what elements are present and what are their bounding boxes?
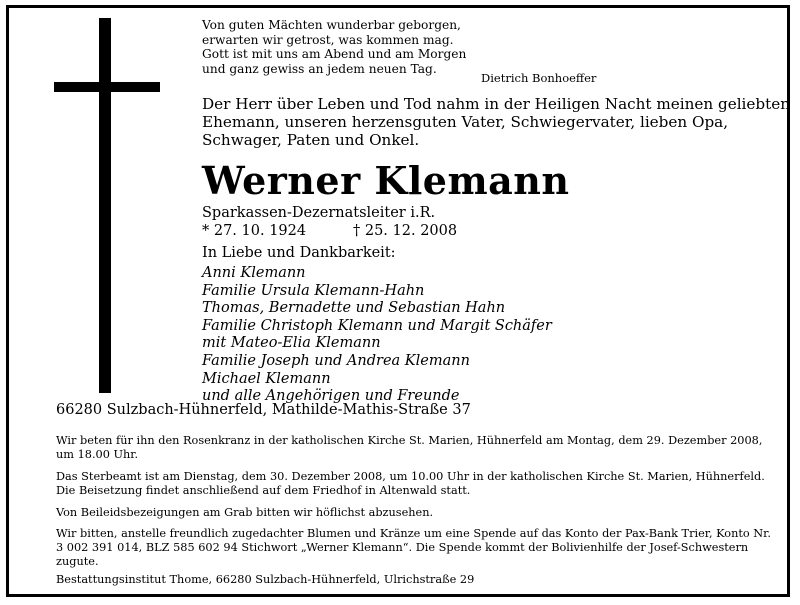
deceased-title: Sparkassen-Dezernatsleiter i.R.: [202, 205, 436, 221]
poem-line: und ganz gewiss an jedem neuen Tag.: [202, 61, 437, 76]
intro-line: Schwager, Paten und Onkel.: [202, 131, 420, 149]
mourning-heading: In Liebe und Dankbarkeit:: [202, 245, 396, 261]
mourner-entry: und alle Angehörigen und Freunde: [202, 388, 460, 405]
family-address: 66280 Sulzbach-Hühnerfeld, Mathilde-Mathis-Straße 37: [56, 402, 471, 418]
mourner-entry: Familie Joseph und Andrea Klemann: [202, 352, 470, 369]
rosary-paragraph: Wir beten für ihn den Rosenkranz in der katholischen Kirche St. Marien, Hühnerfeld am Montag, dem 29. Dezember 2008, um 18.00 Uhr.: [56, 434, 763, 461]
birth-date: * 27. 10. 1924: [202, 223, 307, 239]
mourner-entry: Michael Klemann: [202, 370, 331, 387]
deceased-name: Werner Klemann: [202, 158, 570, 203]
poem-line: Von guten Mächten wunderbar geborgen,: [202, 18, 461, 32]
intro-line: Ehemann, unseren herzensguten Vater, Schwiegervater, lieben Opa,: [202, 113, 729, 131]
poem: [202, 18, 502, 76]
intro-line: Der Herr über Leben und Tod nahm in der Heiligen Nacht meinen geliebten: [202, 95, 790, 113]
poem-line: erwarten wir getrost, was kommen mag.: [202, 32, 454, 47]
cross-icon: [99, 18, 111, 393]
condolence-paragraph: Von Beileidsbezeigungen am Grab bitten wir höflichst abzusehen.: [56, 506, 434, 519]
mourner-entry: Familie Christoph Klemann und Margit Schäfer: [202, 317, 552, 334]
obituary-notice: [6, 5, 790, 597]
mourners-list: [202, 265, 552, 406]
mourner-entry: Anni Klemann: [202, 265, 306, 281]
requiem-paragraph: Das Sterbeamt ist am Dienstag, dem 30. Dezember 2008, um 10.00 Uhr in der katholischen Kirche St. Marien, Hühnerfeld. Die Beisetzung findet anschließend auf dem Friedhof in Altenwald statt.: [56, 470, 765, 497]
funeral-home: Bestattungsinstitut Thome, 66280 Sulzbach-Hühnerfeld, Ulrichstraße 29: [56, 573, 475, 586]
mourner-entry: Familie Ursula Klemann-Hahn: [202, 282, 425, 299]
poem-author: Dietrich Bonhoeffer: [481, 71, 597, 85]
death-date: † 25. 12. 2008: [353, 223, 458, 239]
mourner-entry: Thomas, Bernadette und Sebastian Hahn: [202, 300, 506, 317]
poem-line: Gott ist mit uns am Abend und am Morgen: [202, 47, 467, 62]
donation-paragraph: Wir bitten, anstelle freundlich zugedachter Blumen und Kränze um eine Spende auf das Konto der Pax-Bank Trier, Konto Nr. 3 002 391 014, BLZ 585 602 94 Stichwort „Werner Klemann“. Die Spende kommt der Bolivienhilfe der Josef-Schwestern zugute.: [56, 527, 771, 568]
mourner-entry: mit Mateo-Elia Klemann: [202, 335, 381, 352]
intro-text: [202, 95, 792, 149]
cross-icon-crossbar: [54, 82, 160, 92]
